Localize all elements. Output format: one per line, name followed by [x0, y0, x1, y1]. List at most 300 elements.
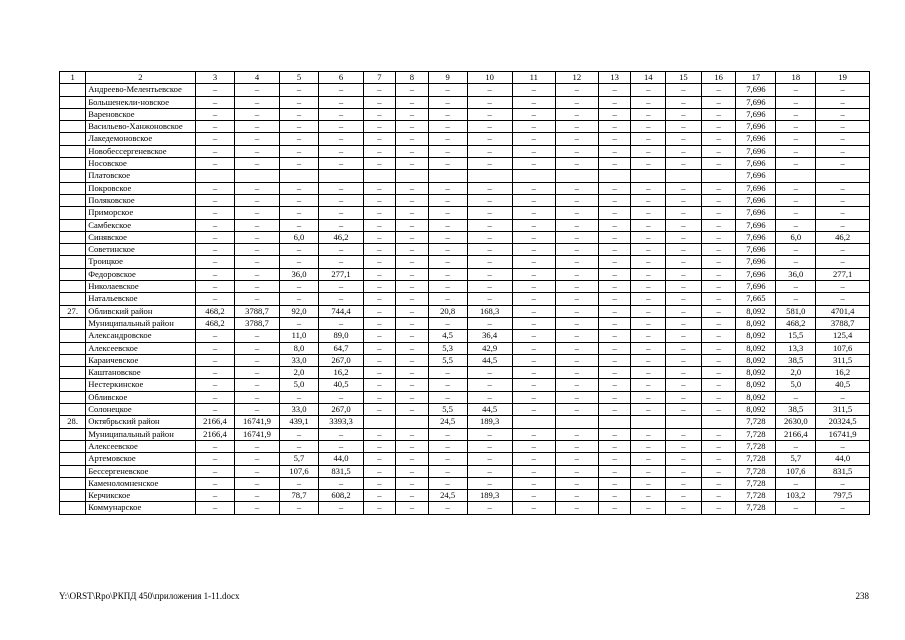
value-cell: – [666, 96, 702, 108]
value-cell [428, 170, 467, 182]
value-cell: – [631, 133, 666, 145]
value-cell: – [512, 244, 555, 256]
column-number-cell: 4 [235, 72, 279, 84]
value-cell: 7,728 [736, 428, 776, 440]
value-cell: – [396, 256, 429, 268]
row-number-cell [60, 354, 86, 366]
value-cell: – [235, 207, 279, 219]
value-cell: – [396, 268, 429, 280]
value-cell: – [235, 293, 279, 305]
value-cell: – [428, 379, 467, 391]
value-cell [666, 416, 702, 428]
value-cell: – [467, 207, 512, 219]
row-number-cell [60, 440, 86, 452]
value-cell: 44,0 [816, 453, 870, 465]
value-cell: – [396, 182, 429, 194]
value-cell: – [467, 244, 512, 256]
data-table [59, 71, 870, 515]
value-cell: – [363, 404, 396, 416]
value-cell: – [363, 158, 396, 170]
table-row [60, 194, 870, 206]
value-cell: – [666, 194, 702, 206]
value-cell: – [816, 281, 870, 293]
value-cell: – [279, 477, 319, 489]
value-cell: 7,728 [736, 465, 776, 477]
value-cell: – [396, 158, 429, 170]
value-cell: – [396, 367, 429, 379]
value-cell: – [428, 121, 467, 133]
value-cell: 42,9 [467, 342, 512, 354]
value-cell: – [512, 354, 555, 366]
value-cell: – [666, 133, 702, 145]
value-cell: – [235, 256, 279, 268]
value-cell: 8,092 [736, 317, 776, 329]
value-cell: – [396, 231, 429, 243]
value-cell: – [555, 121, 598, 133]
value-cell: 4701,4 [816, 305, 870, 317]
value-cell: 468,2 [195, 317, 235, 329]
column-number-cell: 11 [512, 72, 555, 84]
table-header-row [60, 72, 870, 84]
value-cell: 40,5 [816, 379, 870, 391]
value-cell: 8,092 [736, 404, 776, 416]
row-number-cell [60, 170, 86, 182]
table-row [60, 108, 870, 120]
value-cell [235, 170, 279, 182]
table-row [60, 502, 870, 514]
row-number-cell [60, 293, 86, 305]
value-cell: – [776, 293, 816, 305]
value-cell: – [598, 108, 631, 120]
column-number-cell: 10 [467, 72, 512, 84]
value-cell: – [512, 158, 555, 170]
value-cell: – [467, 84, 512, 96]
value-cell: 103,2 [776, 490, 816, 502]
value-cell [396, 416, 429, 428]
value-cell: – [279, 391, 319, 403]
municipality-name-cell: Троицкое [86, 256, 195, 268]
value-cell: – [512, 490, 555, 502]
municipality-name-cell: Коммунарское [86, 502, 195, 514]
value-cell: – [631, 428, 666, 440]
value-cell: – [598, 453, 631, 465]
value-cell: – [555, 305, 598, 317]
value-cell: – [396, 391, 429, 403]
value-cell: – [816, 391, 870, 403]
value-cell: – [396, 194, 429, 206]
value-cell: 7,696 [736, 158, 776, 170]
value-cell: – [555, 268, 598, 280]
value-cell: 16741,9 [235, 416, 279, 428]
value-cell: – [195, 96, 235, 108]
value-cell: – [467, 219, 512, 231]
value-cell [512, 170, 555, 182]
column-number-cell: 15 [666, 72, 702, 84]
value-cell: – [701, 404, 736, 416]
value-cell: – [666, 244, 702, 256]
value-cell: 8,0 [279, 342, 319, 354]
value-cell: 16,2 [319, 367, 363, 379]
value-cell: – [816, 121, 870, 133]
value-cell: 4,5 [428, 330, 467, 342]
value-cell: – [776, 219, 816, 231]
value-cell: – [701, 84, 736, 96]
value-cell: – [195, 194, 235, 206]
value-cell: – [555, 219, 598, 231]
value-cell: – [701, 428, 736, 440]
value-cell: – [195, 367, 235, 379]
value-cell: – [555, 428, 598, 440]
value-cell: – [598, 244, 631, 256]
value-cell: – [428, 453, 467, 465]
value-cell: – [467, 281, 512, 293]
table-row [60, 170, 870, 182]
row-number-cell [60, 317, 86, 329]
value-cell: 7,696 [736, 108, 776, 120]
column-number-cell: 2 [86, 72, 195, 84]
value-cell: – [428, 367, 467, 379]
value-cell: – [467, 121, 512, 133]
value-cell: 44,5 [467, 354, 512, 366]
value-cell: – [631, 108, 666, 120]
municipality-name-cell: Поляковское [86, 194, 195, 206]
value-cell: – [512, 428, 555, 440]
value-cell: 89,0 [319, 330, 363, 342]
table-row [60, 281, 870, 293]
value-cell: 16741,9 [816, 428, 870, 440]
value-cell: – [396, 305, 429, 317]
value-cell: 7,728 [736, 490, 776, 502]
value-cell: – [701, 305, 736, 317]
value-cell: 44,5 [467, 404, 512, 416]
row-number-cell [60, 367, 86, 379]
value-cell: – [363, 281, 396, 293]
value-cell: – [467, 440, 512, 452]
value-cell: 797,5 [816, 490, 870, 502]
value-cell: 168,3 [467, 305, 512, 317]
municipality-name-cell: Алексеевское [86, 440, 195, 452]
value-cell: – [776, 440, 816, 452]
value-cell: – [666, 293, 702, 305]
value-cell: – [512, 342, 555, 354]
municipality-name-cell: Вареновское [86, 108, 195, 120]
table-row [60, 477, 870, 489]
value-cell: – [428, 268, 467, 280]
value-cell [631, 170, 666, 182]
value-cell: – [195, 268, 235, 280]
value-cell: – [363, 133, 396, 145]
value-cell: 3788,7 [235, 317, 279, 329]
value-cell: – [396, 477, 429, 489]
value-cell: – [235, 194, 279, 206]
table-row [60, 465, 870, 477]
value-cell: – [396, 207, 429, 219]
value-cell: – [666, 404, 702, 416]
column-number-cell: 14 [631, 72, 666, 84]
value-cell: – [319, 84, 363, 96]
value-cell: – [195, 453, 235, 465]
value-cell: – [598, 84, 631, 96]
value-cell: 8,092 [736, 367, 776, 379]
row-number-cell [60, 244, 86, 256]
row-number-cell [60, 133, 86, 145]
municipality-name-cell: Обливский район [86, 305, 195, 317]
value-cell: – [631, 477, 666, 489]
municipality-name-cell: Солонецкое [86, 404, 195, 416]
value-cell: – [512, 293, 555, 305]
value-cell: – [279, 219, 319, 231]
value-cell: – [467, 182, 512, 194]
value-cell: – [666, 84, 702, 96]
table-row [60, 354, 870, 366]
value-cell: – [776, 158, 816, 170]
municipality-name-cell: Синявское [86, 231, 195, 243]
value-cell: – [428, 231, 467, 243]
value-cell: – [512, 133, 555, 145]
value-cell: – [512, 465, 555, 477]
value-cell: – [396, 428, 429, 440]
value-cell: – [235, 453, 279, 465]
value-cell: – [816, 219, 870, 231]
value-cell: – [467, 268, 512, 280]
municipality-name-cell: Обливское [86, 391, 195, 403]
table-row [60, 342, 870, 354]
value-cell: – [555, 354, 598, 366]
value-cell: – [631, 121, 666, 133]
value-cell: – [666, 490, 702, 502]
value-cell [816, 170, 870, 182]
value-cell: – [363, 231, 396, 243]
row-number-cell [60, 281, 86, 293]
value-cell: – [363, 453, 396, 465]
municipality-name-cell: Алексеевское [86, 342, 195, 354]
value-cell [598, 416, 631, 428]
value-cell: – [631, 256, 666, 268]
value-cell: – [666, 219, 702, 231]
value-cell: 5,5 [428, 354, 467, 366]
value-cell: – [598, 194, 631, 206]
value-cell: 7,696 [736, 256, 776, 268]
value-cell: – [195, 440, 235, 452]
value-cell: – [701, 440, 736, 452]
value-cell: 7,696 [736, 182, 776, 194]
value-cell: – [235, 182, 279, 194]
value-cell: – [396, 453, 429, 465]
value-cell: 189,3 [467, 490, 512, 502]
value-cell: – [512, 207, 555, 219]
table-row [60, 404, 870, 416]
value-cell: – [701, 145, 736, 157]
value-cell: – [467, 465, 512, 477]
value-cell: – [235, 84, 279, 96]
value-cell: – [598, 207, 631, 219]
value-cell: – [235, 96, 279, 108]
value-cell: – [279, 133, 319, 145]
value-cell [279, 170, 319, 182]
value-cell: – [235, 379, 279, 391]
value-cell: – [363, 502, 396, 514]
value-cell: – [363, 305, 396, 317]
footer-file-path: Y:\ORST\Rpo\РКПД 450\приложения 1-11.docx [59, 591, 240, 601]
value-cell: – [396, 317, 429, 329]
value-cell: – [428, 133, 467, 145]
value-cell: – [195, 379, 235, 391]
value-cell: – [701, 465, 736, 477]
value-cell: – [512, 379, 555, 391]
value-cell: – [279, 440, 319, 452]
value-cell: 831,5 [319, 465, 363, 477]
value-cell: – [279, 293, 319, 305]
value-cell: – [428, 391, 467, 403]
value-cell: – [279, 428, 319, 440]
municipality-name-cell: Караичевское [86, 354, 195, 366]
row-number-cell [60, 108, 86, 120]
value-cell: – [666, 367, 702, 379]
value-cell: – [363, 194, 396, 206]
column-number-cell: 3 [195, 72, 235, 84]
value-cell: – [319, 219, 363, 231]
value-cell: – [428, 256, 467, 268]
value-cell: – [598, 440, 631, 452]
value-cell: – [467, 256, 512, 268]
value-cell: – [598, 490, 631, 502]
row-number-cell [60, 342, 86, 354]
value-cell: – [363, 145, 396, 157]
value-cell: – [555, 108, 598, 120]
value-cell: – [555, 404, 598, 416]
value-cell: – [776, 477, 816, 489]
row-number-cell [60, 330, 86, 342]
table-row [60, 96, 870, 108]
value-cell: 7,728 [736, 477, 776, 489]
value-cell: – [363, 465, 396, 477]
value-cell: – [428, 158, 467, 170]
municipality-name-cell: Большенекли-новское [86, 96, 195, 108]
value-cell: – [363, 490, 396, 502]
value-cell: – [598, 293, 631, 305]
value-cell: – [598, 502, 631, 514]
value-cell: – [512, 281, 555, 293]
value-cell: – [512, 330, 555, 342]
column-number-cell: 1 [60, 72, 86, 84]
column-number-cell: 8 [396, 72, 429, 84]
value-cell: – [512, 305, 555, 317]
value-cell: 468,2 [776, 317, 816, 329]
value-cell: 107,6 [816, 342, 870, 354]
row-number-cell [60, 121, 86, 133]
value-cell: – [666, 158, 702, 170]
value-cell: 7,728 [736, 416, 776, 428]
value-cell: – [467, 96, 512, 108]
value-cell: – [816, 145, 870, 157]
table-row [60, 293, 870, 305]
value-cell [512, 416, 555, 428]
value-cell: – [816, 84, 870, 96]
municipality-name-cell: Муниципальный район [86, 317, 195, 329]
value-cell: – [396, 281, 429, 293]
value-cell: 8,092 [736, 342, 776, 354]
value-cell [195, 170, 235, 182]
value-cell: – [235, 465, 279, 477]
table-row [60, 453, 870, 465]
row-number-cell [60, 84, 86, 96]
value-cell: – [555, 145, 598, 157]
value-cell: 7,696 [736, 268, 776, 280]
value-cell: – [816, 133, 870, 145]
value-cell: 5,7 [279, 453, 319, 465]
table-row [60, 244, 870, 256]
row-number-cell [60, 477, 86, 489]
value-cell: – [279, 96, 319, 108]
value-cell: – [363, 379, 396, 391]
value-cell [396, 170, 429, 182]
table-row [60, 268, 870, 280]
value-cell: 8,092 [736, 354, 776, 366]
value-cell: – [195, 182, 235, 194]
value-cell: – [631, 182, 666, 194]
value-cell: – [598, 465, 631, 477]
value-cell: – [701, 207, 736, 219]
value-cell: – [363, 108, 396, 120]
value-cell: – [701, 121, 736, 133]
value-cell: 38,5 [776, 404, 816, 416]
value-cell: – [555, 367, 598, 379]
value-cell: – [631, 293, 666, 305]
value-cell: – [195, 330, 235, 342]
value-cell [776, 170, 816, 182]
value-cell: 36,0 [279, 268, 319, 280]
value-cell: – [319, 391, 363, 403]
value-cell: 15,5 [776, 330, 816, 342]
value-cell: – [555, 330, 598, 342]
value-cell: 5,0 [279, 379, 319, 391]
value-cell: – [555, 391, 598, 403]
value-cell: – [396, 96, 429, 108]
value-cell: 277,1 [816, 268, 870, 280]
value-cell: – [235, 477, 279, 489]
value-cell: – [319, 293, 363, 305]
value-cell: – [666, 231, 702, 243]
value-cell: – [555, 158, 598, 170]
value-cell: – [512, 96, 555, 108]
value-cell: – [555, 342, 598, 354]
row-number-cell [60, 428, 86, 440]
row-number-cell: 28. [60, 416, 86, 428]
value-cell: – [467, 293, 512, 305]
value-cell: – [195, 108, 235, 120]
value-cell: – [555, 465, 598, 477]
value-cell: – [512, 477, 555, 489]
value-cell: – [319, 158, 363, 170]
value-cell: – [195, 133, 235, 145]
table-row [60, 158, 870, 170]
column-number-cell: 12 [555, 72, 598, 84]
value-cell: – [396, 465, 429, 477]
value-cell: – [598, 477, 631, 489]
value-cell: – [467, 108, 512, 120]
value-cell: – [363, 317, 396, 329]
value-cell: – [363, 121, 396, 133]
value-cell: 581,0 [776, 305, 816, 317]
value-cell: – [701, 96, 736, 108]
value-cell: – [279, 84, 319, 96]
value-cell: – [666, 477, 702, 489]
value-cell: – [598, 256, 631, 268]
value-cell [363, 416, 396, 428]
value-cell: – [555, 502, 598, 514]
value-cell: – [701, 231, 736, 243]
value-cell: – [701, 477, 736, 489]
